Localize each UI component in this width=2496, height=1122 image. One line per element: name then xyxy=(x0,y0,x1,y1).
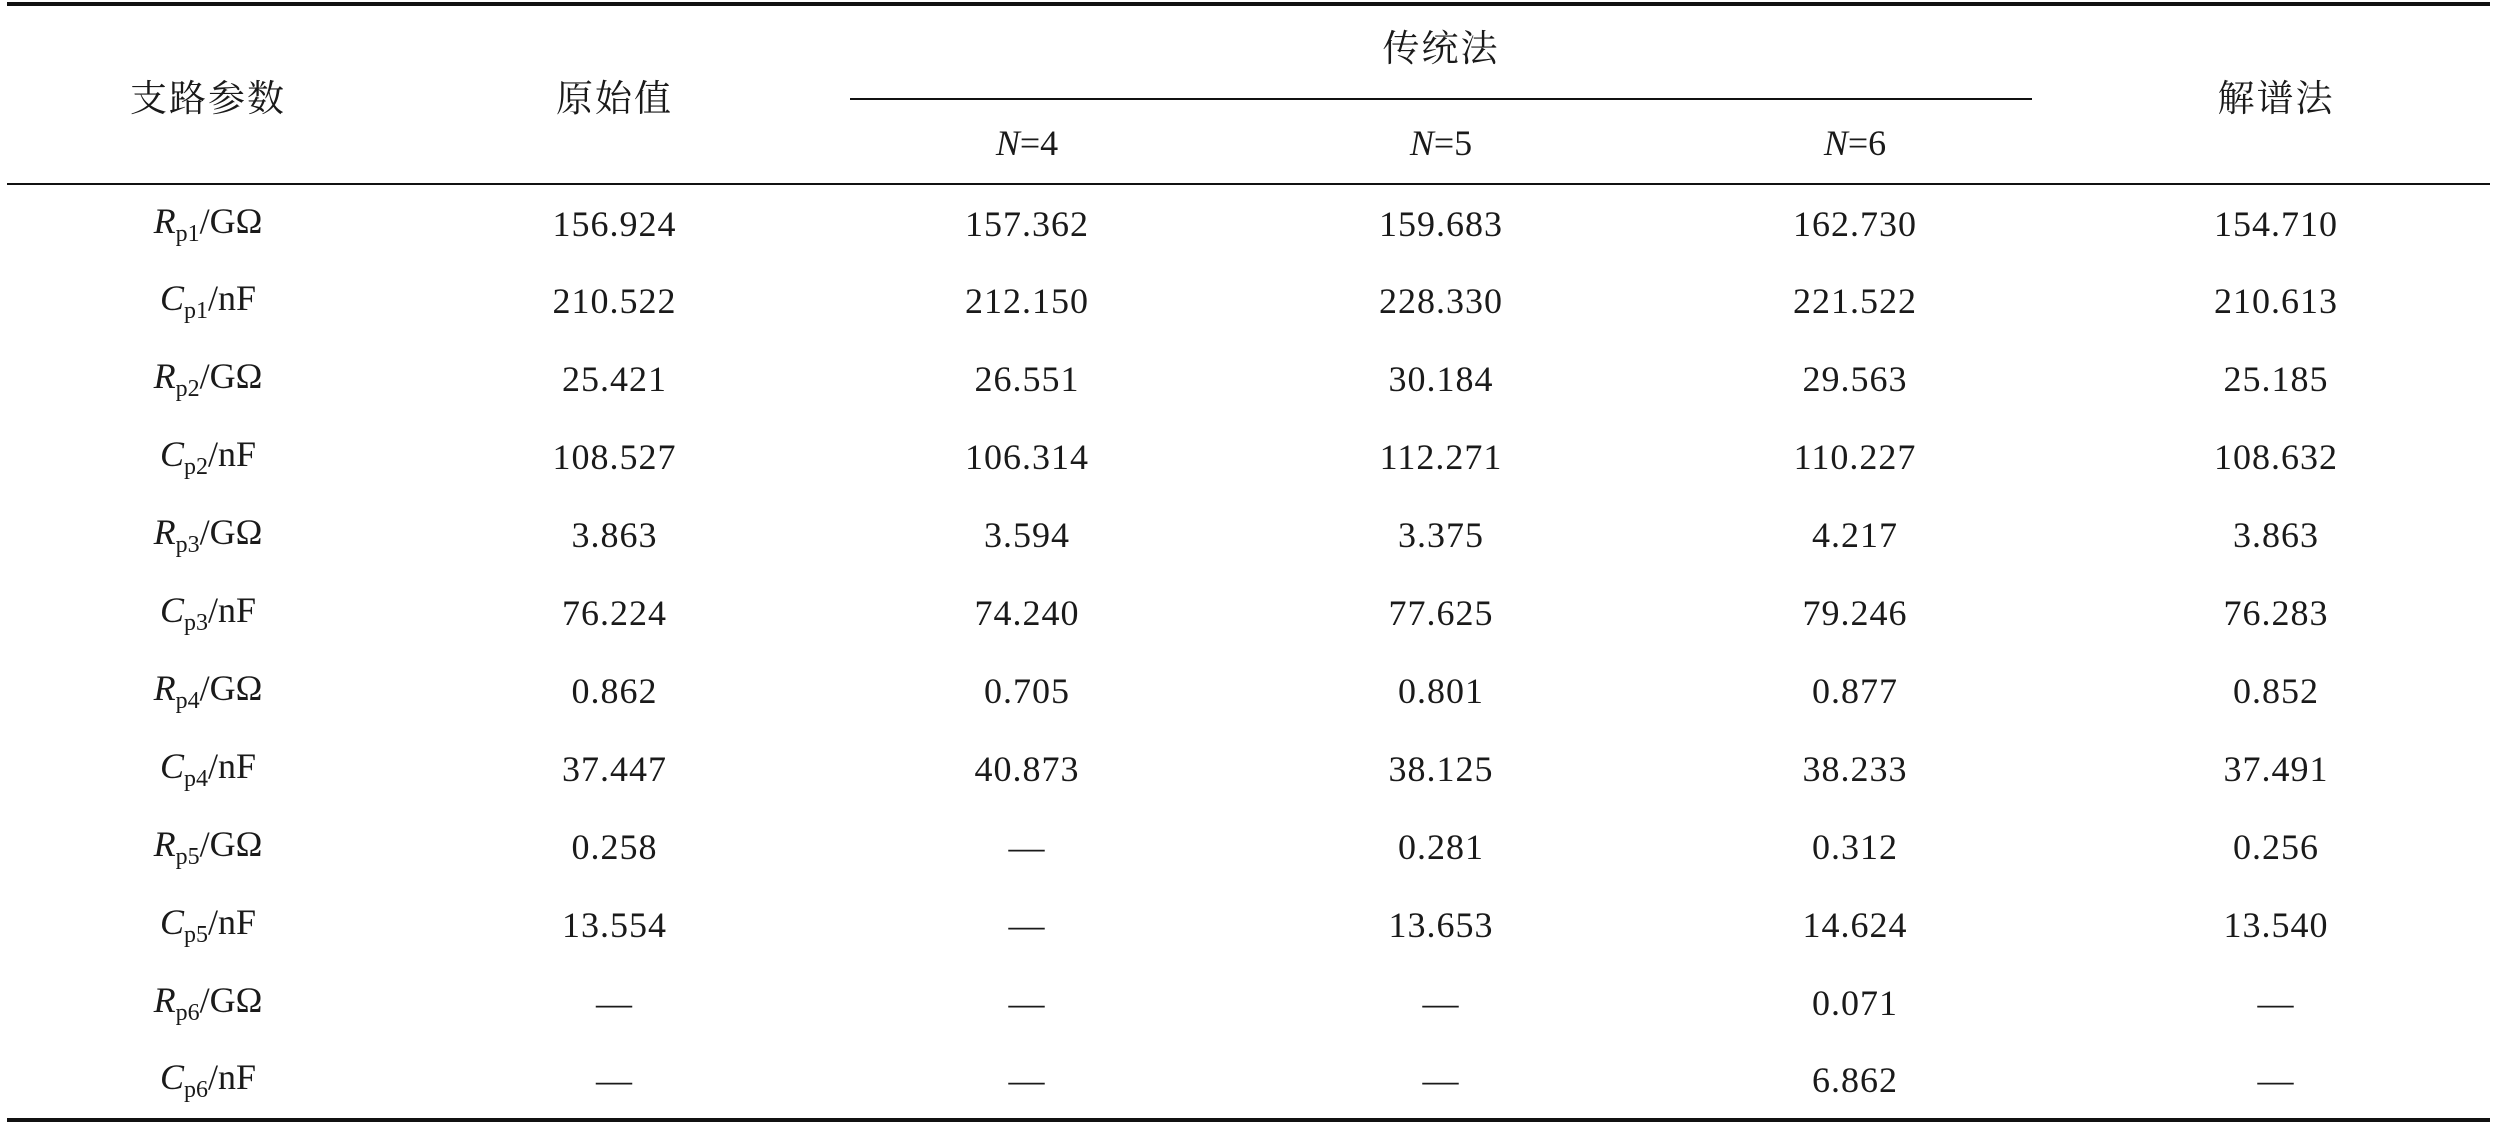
parameter-subscript: p3 xyxy=(183,610,208,636)
parameter-symbol: R xyxy=(153,668,176,708)
header-row-primary xyxy=(7,4,2490,100)
header-original-value: 原始值 xyxy=(409,4,820,184)
parameter-unit: /nF xyxy=(207,434,257,474)
parameter-symbol: C xyxy=(159,746,184,786)
value-cell-n5: 0.801 xyxy=(1398,671,1484,711)
parameter-subscript: p6 xyxy=(175,1000,200,1026)
parameter-subscript: p4 xyxy=(183,766,208,792)
parameter-symbol: R xyxy=(153,824,176,864)
header-n5-var: N xyxy=(1409,122,1434,163)
value-cell-spectrum: 108.632 xyxy=(2214,437,2338,477)
value-cell-original: 210.522 xyxy=(552,281,677,321)
value-cell-spectrum: 25.185 xyxy=(2223,359,2329,399)
value-cell-n4: 74.240 xyxy=(974,593,1080,633)
parameter-subscript: p4 xyxy=(175,688,200,714)
parameter-label-cell xyxy=(7,730,409,808)
value-cell-n5: 0.281 xyxy=(1398,827,1484,867)
value-cell-original: 156.924 xyxy=(552,203,677,244)
value-cell-n5: 77.625 xyxy=(1388,593,1494,633)
value-cell-n4: 106.314 xyxy=(965,437,1089,477)
parameter-unit: /GΩ xyxy=(199,980,263,1020)
value-cell-n5: — xyxy=(1422,983,1460,1023)
value-cell-spectrum: — xyxy=(2257,983,2295,1023)
value-cell-original: 13.554 xyxy=(562,905,667,945)
branch-parameter-table xyxy=(7,2,2490,1122)
parameter-subscript: p1 xyxy=(183,298,208,324)
value-cell-spectrum: 76.283 xyxy=(2223,593,2329,633)
value-cell-original: — xyxy=(596,983,633,1023)
value-cell-n6: 221.522 xyxy=(1793,281,1917,321)
header-n4-var: N xyxy=(995,122,1020,163)
value-cell-n6: 29.563 xyxy=(1802,359,1908,399)
parameter-unit: /GΩ xyxy=(199,668,263,708)
parameter-unit: /nF xyxy=(207,590,257,630)
value-cell-n6: 79.246 xyxy=(1802,593,1908,633)
value-cell-n4: 3.594 xyxy=(984,515,1070,555)
table-row xyxy=(7,418,2490,496)
value-cell-spectrum: 210.613 xyxy=(2214,281,2338,321)
parameter-symbol: C xyxy=(159,434,184,474)
parameter-label-cell xyxy=(7,184,409,262)
value-cell-original: 37.447 xyxy=(562,749,667,789)
header-n4-eq: =4 xyxy=(1019,122,1059,163)
table-row xyxy=(7,730,2490,808)
value-cell-spectrum: 0.256 xyxy=(2233,827,2319,867)
table-row xyxy=(7,964,2490,1042)
table-header xyxy=(7,4,2490,184)
parameter-unit: /GΩ xyxy=(199,200,263,241)
value-cell-n4: 40.873 xyxy=(974,749,1080,789)
value-cell-n5: 159.683 xyxy=(1379,203,1503,244)
parameter-unit: /nF xyxy=(207,1057,257,1097)
table-row xyxy=(7,262,2490,340)
value-cell-original: 76.224 xyxy=(562,593,667,633)
parameter-symbol: C xyxy=(159,590,184,630)
header-n6 xyxy=(1648,100,2062,184)
header-n4 xyxy=(820,100,1234,184)
parameter-subscript: p6 xyxy=(183,1077,208,1103)
parameter-label-cell xyxy=(7,574,409,652)
value-cell-original: 0.258 xyxy=(571,827,658,867)
value-cell-spectrum: — xyxy=(2062,1042,2490,1120)
parameter-symbol: R xyxy=(153,980,176,1020)
parameter-subscript: p5 xyxy=(175,844,200,870)
parameter-unit: /GΩ xyxy=(199,356,263,396)
table-row xyxy=(7,808,2490,886)
value-cell-n5: 228.330 xyxy=(1379,281,1503,321)
header-n5-eq: =5 xyxy=(1433,122,1473,163)
value-cell-original: 3.863 xyxy=(571,515,658,555)
parameter-subscript: p1 xyxy=(175,220,200,247)
parameter-symbol: R xyxy=(153,200,176,241)
value-cell-n6: 14.624 xyxy=(1802,905,1908,945)
parameter-subscript: p5 xyxy=(183,922,208,948)
value-cell-n5: 3.375 xyxy=(1398,515,1484,555)
table-row xyxy=(7,886,2490,964)
parameter-unit: /GΩ xyxy=(199,512,263,552)
value-cell-n4: 0.705 xyxy=(984,671,1070,711)
parameter-unit: /nF xyxy=(207,278,257,318)
value-cell-n6: 110.227 xyxy=(1793,437,1917,477)
parameter-subscript: p2 xyxy=(183,454,208,480)
value-cell-n6: 0.877 xyxy=(1812,671,1898,711)
value-cell-n6: 38.233 xyxy=(1802,749,1908,789)
parameter-symbol: C xyxy=(159,1057,184,1097)
parameter-label-cell xyxy=(7,652,409,730)
value-cell-original: 0.862 xyxy=(571,671,658,711)
value-cell-spectrum: 154.710 xyxy=(2214,203,2338,244)
value-cell-n6: 162.730 xyxy=(1793,203,1917,244)
value-cell-n6: 4.217 xyxy=(1812,515,1898,555)
value-cell-n4: — xyxy=(820,1042,1234,1120)
parameter-label-cell xyxy=(7,340,409,418)
value-cell-n4: 26.551 xyxy=(974,359,1080,399)
value-cell-n6: 0.071 xyxy=(1812,983,1898,1023)
value-cell-original: 25.421 xyxy=(562,359,667,399)
value-cell-spectrum: 13.540 xyxy=(2223,905,2329,945)
value-cell-n5: — xyxy=(1234,1042,1648,1120)
table-row xyxy=(7,184,2490,262)
parameter-symbol: R xyxy=(153,512,176,552)
value-cell-n5: 112.271 xyxy=(1379,437,1503,477)
value-cell-n6: 6.862 xyxy=(1648,1042,2062,1120)
parameter-label-cell xyxy=(7,418,409,496)
header-branch-parameter: 支路参数 xyxy=(7,4,409,184)
value-cell-original: 108.527 xyxy=(552,437,677,477)
value-cell-spectrum: 3.863 xyxy=(2233,515,2319,555)
value-cell-n4: — xyxy=(1008,905,1046,945)
parameter-label-cell xyxy=(7,496,409,574)
header-traditional-method: 传统法 xyxy=(850,18,2032,100)
parameter-label-cell xyxy=(7,808,409,886)
parameter-symbol: C xyxy=(159,278,184,318)
parameter-label-cell xyxy=(7,1042,409,1120)
table-row xyxy=(7,652,2490,730)
value-cell-n5: 38.125 xyxy=(1388,749,1494,789)
parameter-label-cell xyxy=(7,262,409,340)
table-body xyxy=(7,184,2490,1120)
header-n6-var: N xyxy=(1823,122,1848,163)
value-cell-n6: 0.312 xyxy=(1812,827,1898,867)
parameter-subscript: p3 xyxy=(175,532,200,558)
header-traditional-method-group xyxy=(820,4,2062,100)
table-row xyxy=(7,574,2490,652)
parameter-unit: /GΩ xyxy=(199,824,263,864)
parameter-unit: /nF xyxy=(207,746,257,786)
branch-parameter-table-container xyxy=(7,2,2490,1122)
value-cell-n5: 13.653 xyxy=(1388,905,1494,945)
value-cell-n4: 212.150 xyxy=(965,281,1089,321)
parameter-label-cell xyxy=(7,964,409,1042)
header-n5 xyxy=(1234,100,1648,184)
value-cell-spectrum: 0.852 xyxy=(2233,671,2319,711)
table-row xyxy=(7,496,2490,574)
header-n6-eq: =6 xyxy=(1847,122,1887,163)
value-cell-n4: 157.362 xyxy=(965,203,1089,244)
header-spectrum-method: 解谱法 xyxy=(2062,4,2490,184)
parameter-unit: /nF xyxy=(207,902,257,942)
value-cell-n4: — xyxy=(1008,983,1046,1023)
value-cell-n5: 30.184 xyxy=(1388,359,1494,399)
table-row xyxy=(7,340,2490,418)
parameter-symbol: R xyxy=(153,356,176,396)
parameter-subscript: p2 xyxy=(175,376,200,402)
value-cell-n4: — xyxy=(1008,827,1046,867)
table-row xyxy=(7,1042,2490,1120)
parameter-symbol: C xyxy=(159,902,184,942)
value-cell-spectrum: 37.491 xyxy=(2223,749,2329,789)
value-cell-original: — xyxy=(409,1042,820,1120)
parameter-label-cell xyxy=(7,886,409,964)
